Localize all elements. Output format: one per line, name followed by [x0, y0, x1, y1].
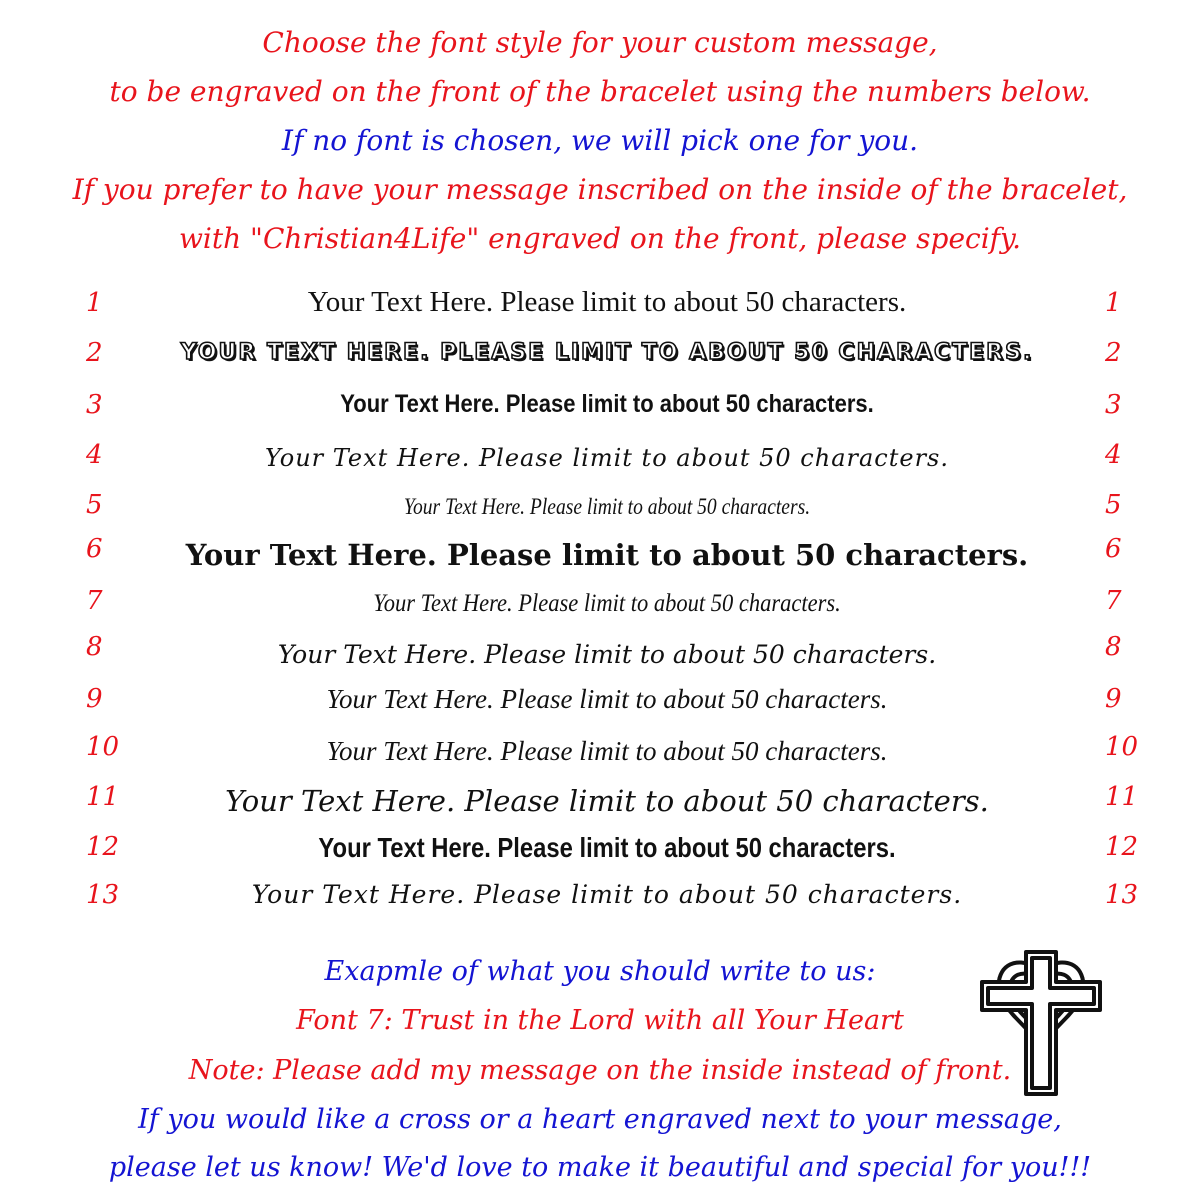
- font-sample: Your Text Here. Please limit to about 50 characters.: [326, 684, 888, 714]
- example-heading: Exapmle of what you should write to us:: [324, 956, 876, 987]
- font-number-right: 3: [1105, 390, 1122, 420]
- font-number-left: 4: [86, 440, 103, 470]
- font-sample: Your Text Here. Please limit to about 50 characters.: [403, 494, 811, 519]
- font-sample: YOUR TEXT HERE. PLEASE LIMIT TO ABOUT 50 CHARACTERS.: [180, 340, 1034, 365]
- font-number-right: 11: [1105, 782, 1139, 812]
- cross-heart-icon: [976, 948, 1106, 1098]
- font-number-left: 1: [86, 288, 103, 318]
- font-number-left: 10: [86, 732, 120, 762]
- font-number-left: 5: [86, 490, 103, 520]
- font-number-right: 5: [1105, 490, 1122, 520]
- intro-line-3: If no font is chosen, we will pick one for you.: [281, 124, 919, 157]
- font-number-right: 10: [1105, 732, 1139, 762]
- font-sample: Your Text Here. Please limit to about 50 characters.: [277, 640, 937, 669]
- font-number-right: 7: [1105, 586, 1122, 616]
- font-sample: Your Text Here. Please limit to about 50 characters.: [251, 880, 963, 909]
- example-font-line: Font 7: Trust in the Lord with all Your Heart: [296, 1005, 904, 1036]
- font-number-right: 1: [1105, 288, 1122, 318]
- font-sample: Your Text Here. Please limit to about 50 characters.: [185, 538, 1029, 572]
- font-number-right: 2: [1105, 338, 1122, 368]
- font-number-right: 9: [1105, 684, 1122, 714]
- font-sample: Your Text Here. Please limit to about 50 characters.: [318, 832, 896, 863]
- font-sample: Your Text Here. Please limit to about 50 characters.: [307, 286, 907, 318]
- intro-line-4: If you prefer to have your message inscribed on the inside of the bracelet,: [72, 173, 1128, 206]
- font-number-left: 2: [86, 338, 103, 368]
- font-number-left: 9: [86, 684, 103, 714]
- cross-heart-offer-line-2: please let us know! We'd love to make it beautiful and special for you!!!: [108, 1152, 1092, 1183]
- font-number-right: 4: [1105, 440, 1122, 470]
- intro-line-2: to be engraved on the front of the bracelet using the numbers below.: [109, 75, 1091, 108]
- font-number-right: 12: [1105, 832, 1139, 862]
- font-number-left: 11: [86, 782, 120, 812]
- font-number-left: 6: [86, 534, 103, 564]
- cross-heart-offer-line: If you would like a cross or a heart engraved next to your message,: [138, 1104, 1062, 1135]
- font-number-right: 6: [1105, 534, 1122, 564]
- font-sample: Your Text Here. Please limit to about 50 characters.: [373, 590, 841, 617]
- font-number-left: 3: [86, 390, 103, 420]
- font-sample: Your Text Here. Please limit to about 50 characters.: [340, 390, 874, 418]
- intro-line-1: Choose the font style for your custom message,: [262, 26, 938, 59]
- font-number-right: 13: [1105, 880, 1139, 910]
- font-number-left: 8: [86, 632, 103, 662]
- font-sample: Your Text Here. Please limit to about 50 characters.: [326, 736, 888, 766]
- font-number-left: 12: [86, 832, 120, 862]
- intro-line-5: with "Christian4Life" engraved on the front, please specify.: [178, 222, 1022, 255]
- font-sample: Your Text Here. Please limit to about 50 characters.: [265, 444, 949, 472]
- font-sample: Your Text Here. Please limit to about 50 characters.: [225, 784, 989, 818]
- font-number-right: 8: [1105, 632, 1122, 662]
- font-number-left: 7: [86, 586, 103, 616]
- example-note-line: Note: Please add my message on the inside instead of front.: [188, 1055, 1012, 1086]
- font-number-left: 13: [86, 880, 120, 910]
